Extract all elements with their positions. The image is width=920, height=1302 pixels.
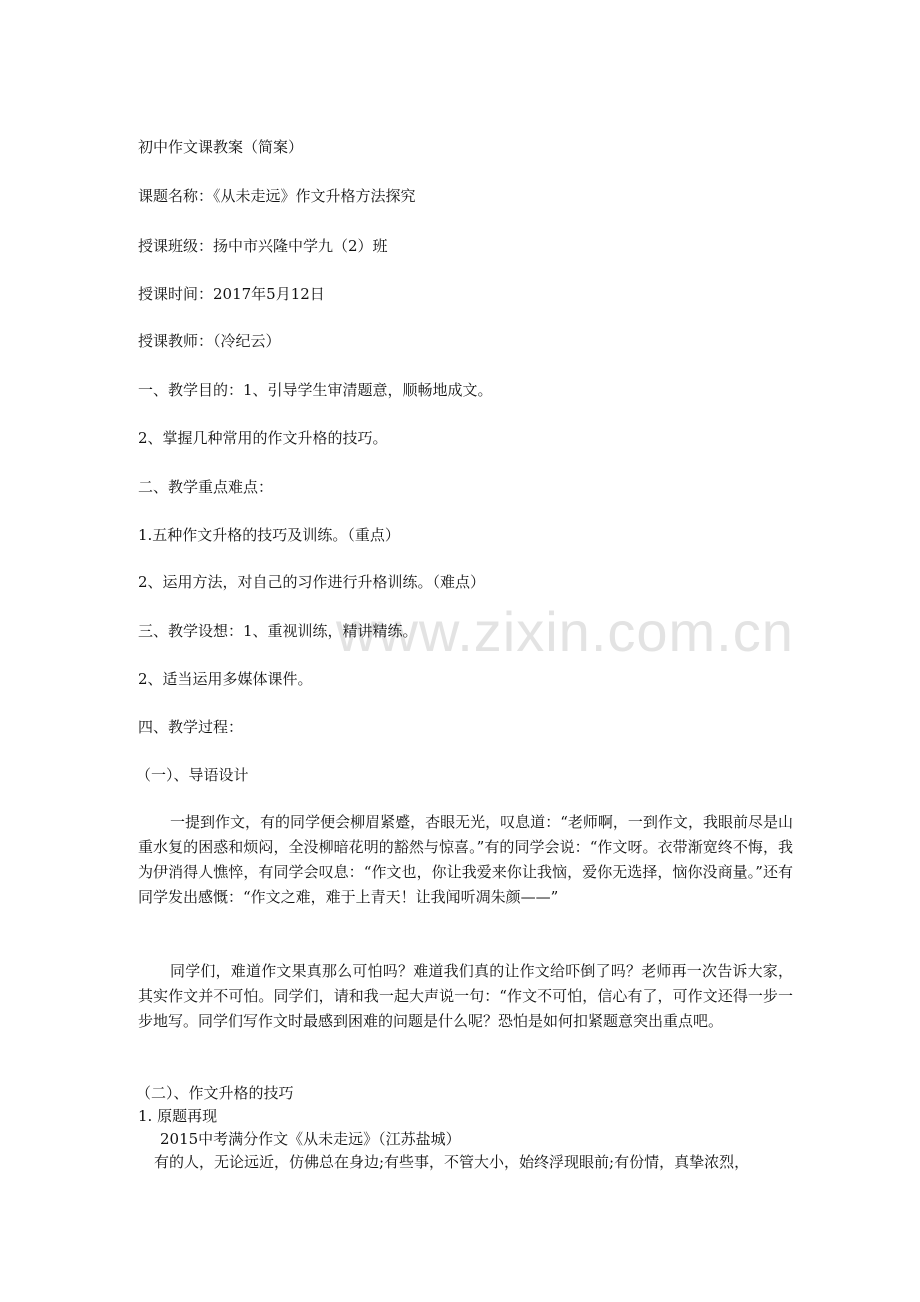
section-skills-heading: （二）、作文升格的技巧 [136,1084,294,1102]
intro-paragraph-1: 一提到作文，有的同学便会柳眉紧蹙，杏眼无光，叹息道：“老师啊，一到作文，我眼前尽是山重水复的困惑和烦闷，全没柳暗花明的豁然与惊喜。”有的同学会说：“作文呀。衣带渐宽终不悔，我为伊消得人憔悴，有同学会叹息：“作文也，你让我爱来你让我恼，爱你无选择，恼你没商量。”还有同学发出感慨：“作文之难，难于上青天！让我闻听凋朱颜——” [138,813,793,906]
intro-paragraph-2: 同学们，难道作文果真那么可怕吗？难道我们真的让作文给吓倒了吗？老师再一次告诉大家，其实作文并不可怕。同学们，请和我一起大声说一句：“作文不可怕，信心有了，可作文还得一步一步地写。同学们写作文时最感到困难的问题是什么呢？恐怕是如何扣紧题意突出重点吧。 [138,962,793,1030]
key-points-heading: 二、教学重点难点： [138,478,274,496]
goal-1: 一、教学目的：1、引导学生审清题意，顺畅地成文。 [138,381,493,399]
class-name: 授课班级：扬中市兴隆中学九（2）班 [138,237,388,255]
process-heading: 四、教学过程： [138,718,244,736]
essay-source: 2015中考满分作文《从未走远》（江苏盐城） [160,1130,461,1148]
key-point-2: 2、运用方法，对自己的习作进行升格训练。（难点） [138,573,486,591]
goal-2: 2、掌握几种常用的作文升格的技巧。 [138,429,388,447]
lesson-date: 授课时间：2017年5月12日 [138,285,325,303]
key-point-1: 1.五种作文升格的技巧及训练。（重点） [138,526,400,544]
design-2: 2、适当运用多媒体课件。 [138,670,313,688]
watermark: www.zixin.com.cn [336,600,794,663]
section-intro-heading: （一）、导语设计 [136,766,249,784]
design-1: 三、教学设想：1、重视训练，精讲精练。 [138,622,418,640]
item-original-problem: 1. 原题再现 [138,1107,218,1125]
essay-excerpt: 有的人，无论远近，仿佛总在身边;有些事，不管大小，始终浮现眼前;有份情，真挚浓烈， [154,1153,750,1171]
teacher-name: 授课教师：（冷纪云） [138,332,281,350]
course-name: 课题名称：《从未走远》作文升格方法探究 [138,187,416,205]
document-title: 初中作文课教案（简案） [138,138,304,156]
